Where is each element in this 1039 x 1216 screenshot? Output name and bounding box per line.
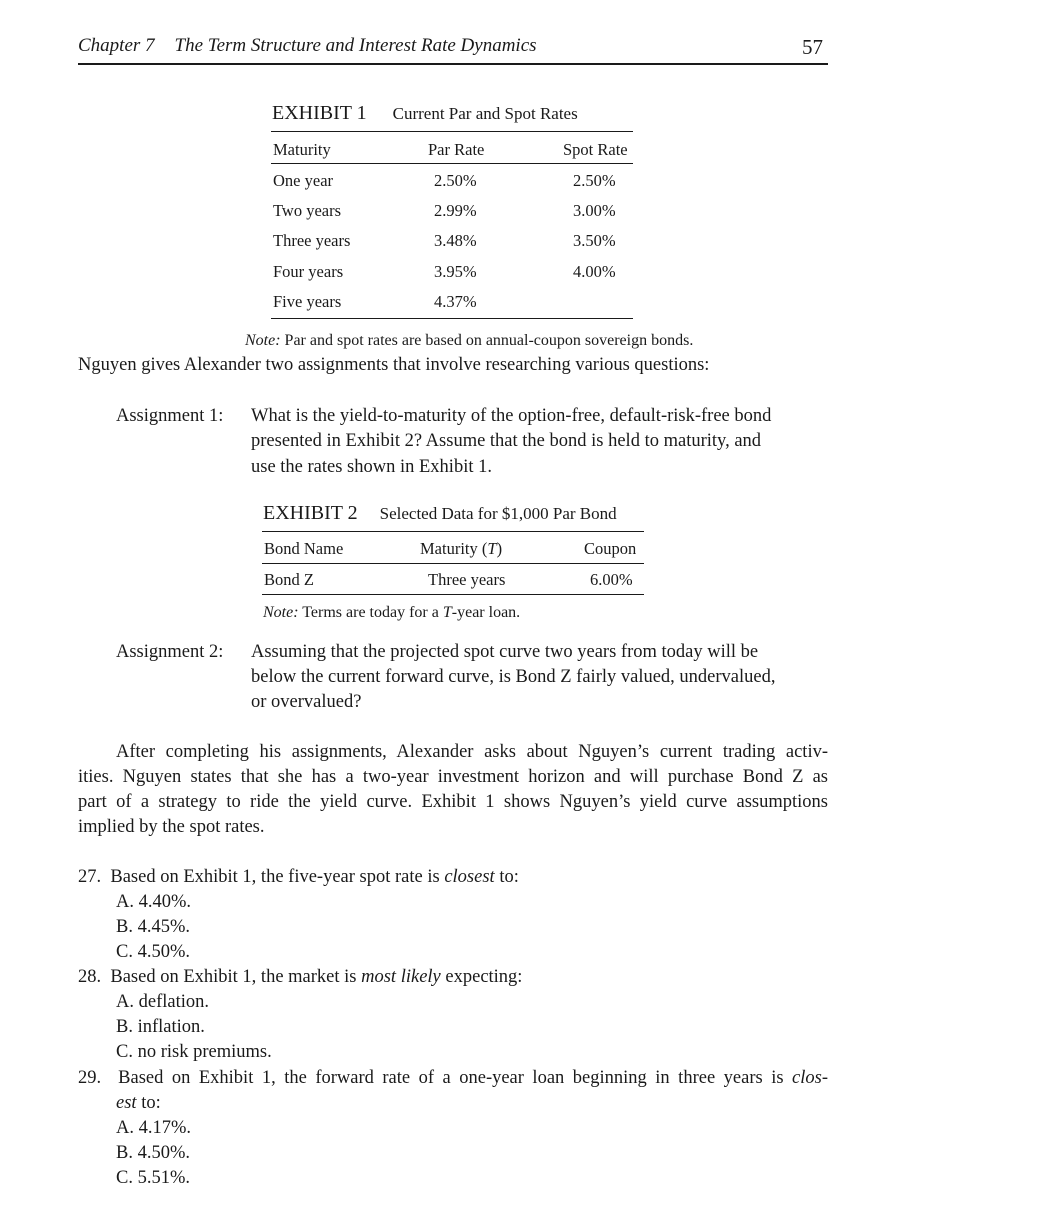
exhibit1-col-spot: Spot Rate [563,140,628,159]
exhibit1-note-label: Note: [245,332,281,349]
exhibit1-cell-par: 3.48% [434,231,477,250]
exhibit2-cell-bond-name: Bond Z [264,570,314,589]
exhibit2-caption: Selected Data for $1,000 Par Bond [379,504,617,523]
exhibit1-top-rule [271,131,633,132]
exhibit1-note-text: Par and spot rates are based on annual-coupon sovereign bonds. [284,332,694,349]
exhibit2-cell-maturity: Three years [428,570,506,589]
exhibit2-note: Note: Terms are today for a T-year loan. [263,604,521,621]
question-number: 28. [78,967,102,987]
exhibit1-title [272,102,578,125]
assignment2-label: Assignment 2: [116,642,224,662]
answer-option[interactable]: C. no risk premiums. [116,1042,272,1062]
exhibit1-cell-maturity: Four years [273,262,344,281]
answer-option[interactable]: B. 4.45%. [116,917,190,937]
exhibit1-cell-maturity: Two years [273,201,342,220]
assignment2-line: below the current forward curve, is Bond Z fairly valued, undervalued, [251,667,776,687]
question-number: 29. [78,1068,102,1088]
assignment1-line: What is the yield-to-maturity of the option-free, default-risk-free bond [251,406,772,426]
assignment2-line: or overvalued? [251,692,362,712]
exhibit2-header-rule [262,563,644,564]
chapter-title: The Term Structure and Interest Rate Dynamics [174,35,537,56]
answer-option[interactable]: B. 4.50%. [116,1143,190,1163]
exhibit1-cell-maturity: One year [273,171,334,190]
exhibit2-note-label: Note: [263,604,299,621]
exhibit1-bottom-rule [271,318,633,319]
answer-option[interactable]: B. inflation. [116,1017,205,1037]
exhibit1-cell-maturity: Three years [273,231,351,250]
answer-option[interactable]: A. 4.17%. [116,1118,192,1138]
answer-option[interactable]: A. 4.40%. [116,892,192,912]
assignment1-line: use the rates shown in Exhibit 1. [251,457,492,477]
exhibit1-note [245,332,693,350]
assignment1-label: Assignment 1: [116,406,224,426]
answer-option[interactable]: C. 5.51%. [116,1168,190,1188]
exhibit1-cell-par: 3.95% [434,262,477,281]
exhibit1-cell-par: 4.37% [434,292,477,311]
exhibit1-col-par: Par Rate [428,140,485,159]
assignment2-line: Assuming that the projected spot curve two years from today will be [251,642,759,662]
exhibit1-cell-maturity: Five years [273,292,342,311]
question-27: 27. Based on Exhibit 1, the five-year spot rate is closest to: [78,867,519,887]
exhibit1-caption: Current Par and Spot Rates [392,104,578,123]
exhibit1-cell-spot: 4.00% [573,262,616,281]
answer-option[interactable]: C. 4.50%. [116,942,190,962]
page-number: 57 [802,35,823,59]
exhibit2-top-rule [262,531,644,532]
question-number: 27. [78,867,102,887]
exhibit2-col-coupon: Coupon [584,539,637,558]
paragraph-line: After completing his assignments, Alexander asks about Nguyen’s current trading activ- [116,742,828,762]
exhibit1-cell-par: 2.50% [434,171,477,190]
paragraph-line: implied by the spot rates. [78,817,265,837]
question-28: 28. Based on Exhibit 1, the market is most likely expecting: [78,967,523,987]
assignment1-line: presented in Exhibit 2? Assume that the bond is held to maturity, and [251,431,762,451]
exhibit2-bottom-rule [262,594,644,595]
answer-option[interactable]: A. deflation. [116,992,209,1012]
exhibit2-cell-coupon: 6.00% [590,570,633,589]
question-29-cont: est to: [116,1093,161,1113]
intro-text: Nguyen gives Alexander two assignments that involve researching various questions: [78,355,710,375]
chapter-label: Chapter 7 [78,35,155,56]
exhibit1-cell-spot: 3.50% [573,231,616,250]
exhibit2-title [263,502,617,525]
exhibit1-cell-spot: 3.00% [573,201,616,220]
exhibit2-label: EXHIBIT 2 [263,502,358,524]
paragraph-line: ities. Nguyen states that she has a two-year investment horizon and will purchase Bond Z as [78,767,828,787]
exhibit1-label: EXHIBIT 1 [272,102,367,124]
exhibit2-col-maturity: Maturity (T) [420,539,503,558]
header-rule [78,63,828,65]
exhibit1-col-maturity: Maturity [273,140,331,159]
exhibit1-cell-par: 2.99% [434,201,477,220]
exhibit2-col-bond-name: Bond Name [264,539,344,558]
exhibit1-cell-spot: 2.50% [573,171,616,190]
running-header [78,35,537,57]
paragraph-line: part of a strategy to ride the yield curve. Exhibit 1 shows Nguyen’s yield curve assumptions [78,792,828,812]
exhibit1-header-rule [271,163,633,164]
question-29: 29. Based on Exhibit 1, the forward rate of a one-year loan beginning in three years is clos- [78,1068,829,1088]
